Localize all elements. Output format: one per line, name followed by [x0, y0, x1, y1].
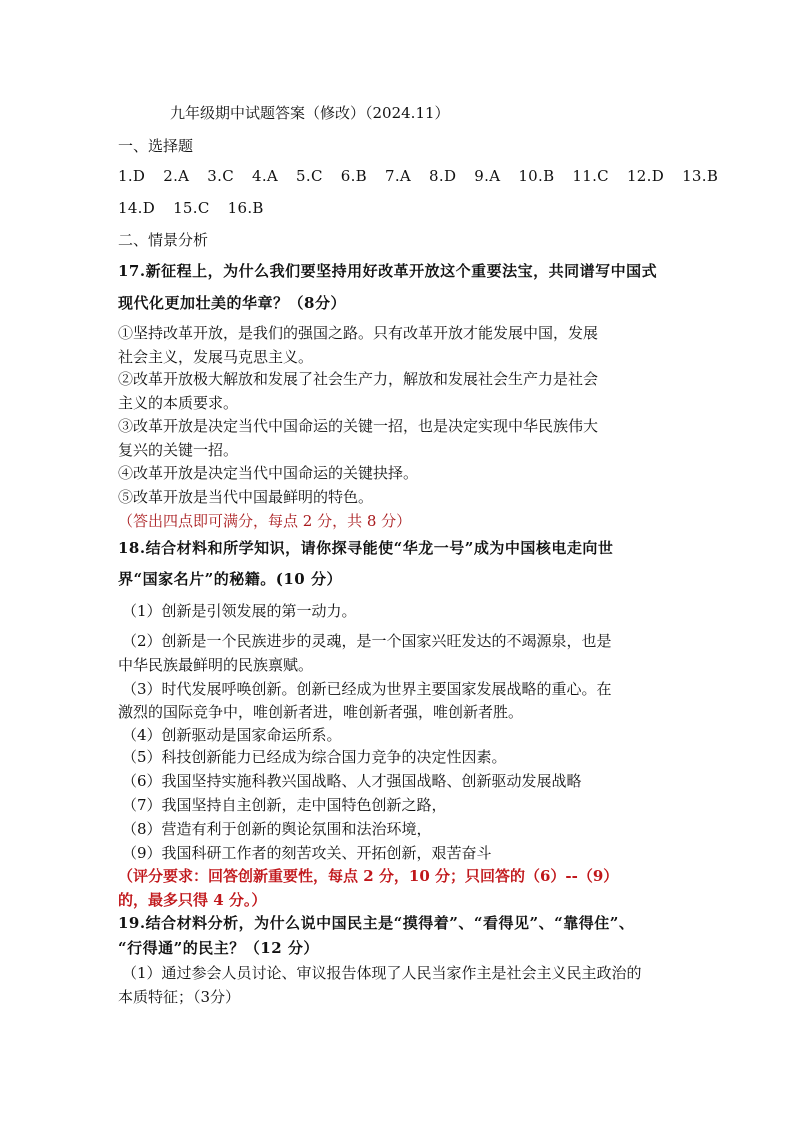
answers-row-1	[118, 167, 736, 185]
q18-point6: （6）我国坚持实施科教兴国战略、人才强国战略、创新驱动发展战略	[122, 772, 582, 790]
choice-answer: 14.D	[118, 199, 156, 217]
choice-answer: 11.C	[572, 167, 609, 185]
choice-answer: 16.B	[227, 199, 264, 217]
choice-answer: 13.B	[682, 167, 719, 185]
q17-point3-a: ③改革开放是决定当代中国命运的关键一招，也是决定实现中华民族伟大	[118, 417, 599, 435]
q17-point1-a: ①坚持改革开放，是我们的强国之路。只有改革开放才能发展中国，发展	[118, 324, 599, 342]
page-title: 九年级期中试题答案（修改）（2024.11）	[170, 104, 450, 122]
choice-answer: 7.A	[385, 167, 412, 185]
question-19-line1: 19.结合材料分析，为什么说中国民主是“摸得着”、“看得见”、“靠得住”、	[118, 914, 635, 932]
q18-point3-b: 激烈的国际竞争中，唯创新者进，唯创新者强，唯创新者胜。	[118, 703, 524, 721]
choice-answer: 2.A	[163, 167, 190, 185]
q18-point8: （8）营造有利于创新的舆论氛围和法治环境，	[122, 820, 432, 838]
q17-point2-a: ②改革开放极大解放和发展了社会生产力，解放和发展社会生产力是社会	[118, 370, 599, 388]
section-heading-choice: 一、选择题	[118, 137, 194, 155]
answers-row-2	[118, 199, 282, 217]
question-17-line1: 17.新征程上，为什么我们要坚持用好改革开放这个重要法宝，共同谱写中国式	[118, 262, 658, 280]
q18-point7: （7）我国坚持自主创新，走中国特色创新之路，	[122, 796, 447, 814]
q18-point2-a: （2）创新是一个民族进步的灵魂，是一个国家兴旺发达的不竭源泉，也是	[122, 632, 612, 650]
q17-point5: ⑤改革开放是当代中国最鲜明的特色。	[118, 488, 374, 506]
q17-point2-b: 主义的本质要求。	[118, 394, 239, 412]
q19-point1-a: （1）通过参会人员讨论、审议报告体现了人民当家作主是社会主义民主政治的	[122, 964, 642, 982]
choice-answer: 10.B	[518, 167, 555, 185]
choice-answer: 15.C	[173, 199, 210, 217]
q17-point1-b: 社会主义，发展马克思主义。	[118, 348, 314, 366]
choice-answer: 3.C	[207, 167, 234, 185]
choice-answer: 6.B	[340, 167, 367, 185]
choice-answer: 5.C	[296, 167, 323, 185]
q18-point3-a: （3）时代发展呼唤创新。创新已经成为世界主要国家发展战略的重心。在	[122, 680, 612, 698]
choice-answer: 9.A	[474, 167, 501, 185]
q18-point5: （5）科技创新能力已经成为综合国力竞争的决定性因素。	[122, 748, 507, 766]
q18-point4: （4）创新驱动是国家命运所系。	[122, 726, 342, 744]
q18-point9: （9）我国科研工作者的刻苦攻关、开拓创新，艰苦奋斗	[122, 844, 492, 862]
q18-point1: （1）创新是引领发展的第一动力。	[122, 602, 357, 620]
section-heading-analysis: 二、情景分析	[118, 231, 209, 249]
choice-answer: 4.A	[252, 167, 279, 185]
question-18-line1: 18.结合材料和所学知识，请你探寻能使“华龙一号”成为中国核电走向世	[118, 539, 614, 557]
q18-point2-b: 中华民族最鲜明的民族禀赋。	[118, 656, 314, 674]
question-18-line2: 界“国家名片”的秘籍。(10 分）	[118, 570, 342, 588]
question-19-line2: “行得通”的民主？（12 分）	[118, 939, 319, 957]
q18-scoring-note-1: （评分要求：回答创新重要性，每点 2 分，10 分；只回答的（6）--（9）	[118, 867, 619, 885]
choice-answer: 12.D	[626, 167, 665, 185]
choice-answer: 1.D	[118, 167, 146, 185]
q17-point3-b: 复兴的关键一招。	[118, 441, 239, 459]
q17-point4: ④改革开放是决定当代中国命运的关键抉择。	[118, 464, 419, 482]
q17-scoring-note: （答出四点即可满分，每点 2 分，共 8 分）	[118, 512, 412, 530]
q18-scoring-note-2: 的，最多只得 4 分。）	[118, 891, 267, 909]
choice-answer: 8.D	[429, 167, 457, 185]
q19-point1-b: 本质特征；（3分）	[118, 988, 241, 1006]
question-17-line2: 现代化更加壮美的华章？（8分）	[118, 294, 346, 312]
